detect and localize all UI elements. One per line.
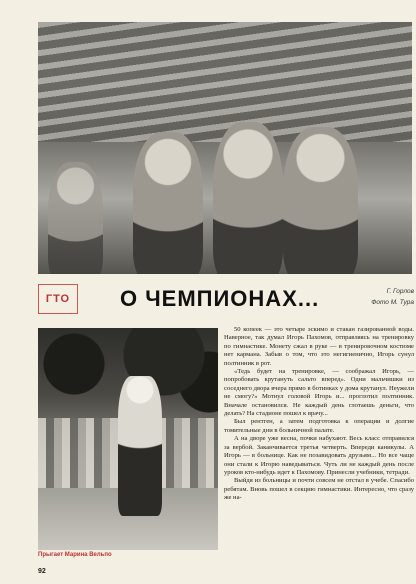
article-credits bbox=[318, 286, 414, 308]
page-number: 92 bbox=[38, 568, 46, 575]
rubric-badge: ГТО bbox=[38, 284, 78, 314]
article-paragraph: 50 копеек — это четыре эскимо и стакан газированной воды. Наверное, так думал Игорь Пахомов, отправляясь на тренировку по гимнастике. Монету сжал в руке — в тренировочном костюме нет кармана. Забыв о том, что это негигиенично, Игорь сунул полтинник в рот. bbox=[224, 326, 414, 367]
article-title: О ЧЕМПИОНАХ... bbox=[120, 286, 320, 311]
jumper-figure bbox=[118, 376, 162, 516]
boy-figure-1 bbox=[133, 132, 203, 274]
article-paragraph: «Тедь будет на тренировке, — соображал Игорь, — попробовать крутануть сальто вперед». Одни мальчишки из соседнего двора вчера прямо в ботинках у дома крутанул. Неужели не смогу?» Мотнул головой Игорь и... проглотил полтинник. Вначале остановился. Не каждый день глотаешь деньги, что делать? На стадионе пошел к врачу... bbox=[224, 368, 414, 418]
photo-credit: Фото М. Тура bbox=[371, 299, 414, 306]
article-paragraph: Выйдя из больницы и почти совсем не отстал в учебе. Спасибо ребятам. Вновь пошел в секцию гимнастики. Интересно, что сразу же на- bbox=[224, 477, 414, 502]
article-paragraph: А на дворе уже весна, почки набухают. Весь класс отправился за вербой. Заканчивается третья четверть. Впереди каникулы. А Игорь — в больнице. Как не позавидовать друзьям... Но все чаще они стали к Игорю наведываться. Чуть ли не каждый день после уроков кто-нибудь идет к Пахомову. Принесли учебники, тетради. bbox=[224, 435, 414, 476]
article-paragraph: Был рентген, а затем подготовка к операции и долгие томительные дни в больничной палате. bbox=[224, 418, 414, 434]
boy-figure-4 bbox=[48, 162, 103, 274]
boy-figure-3 bbox=[283, 127, 358, 274]
boy-figure-2 bbox=[213, 122, 283, 274]
bottom-photo bbox=[38, 328, 218, 550]
author-credit: Г. Горлов bbox=[386, 288, 414, 295]
bleachers-background bbox=[38, 22, 412, 142]
article-body bbox=[224, 326, 414, 570]
photo-caption: Прыгает Марина Вельпо bbox=[38, 552, 112, 558]
top-photo bbox=[38, 22, 412, 274]
